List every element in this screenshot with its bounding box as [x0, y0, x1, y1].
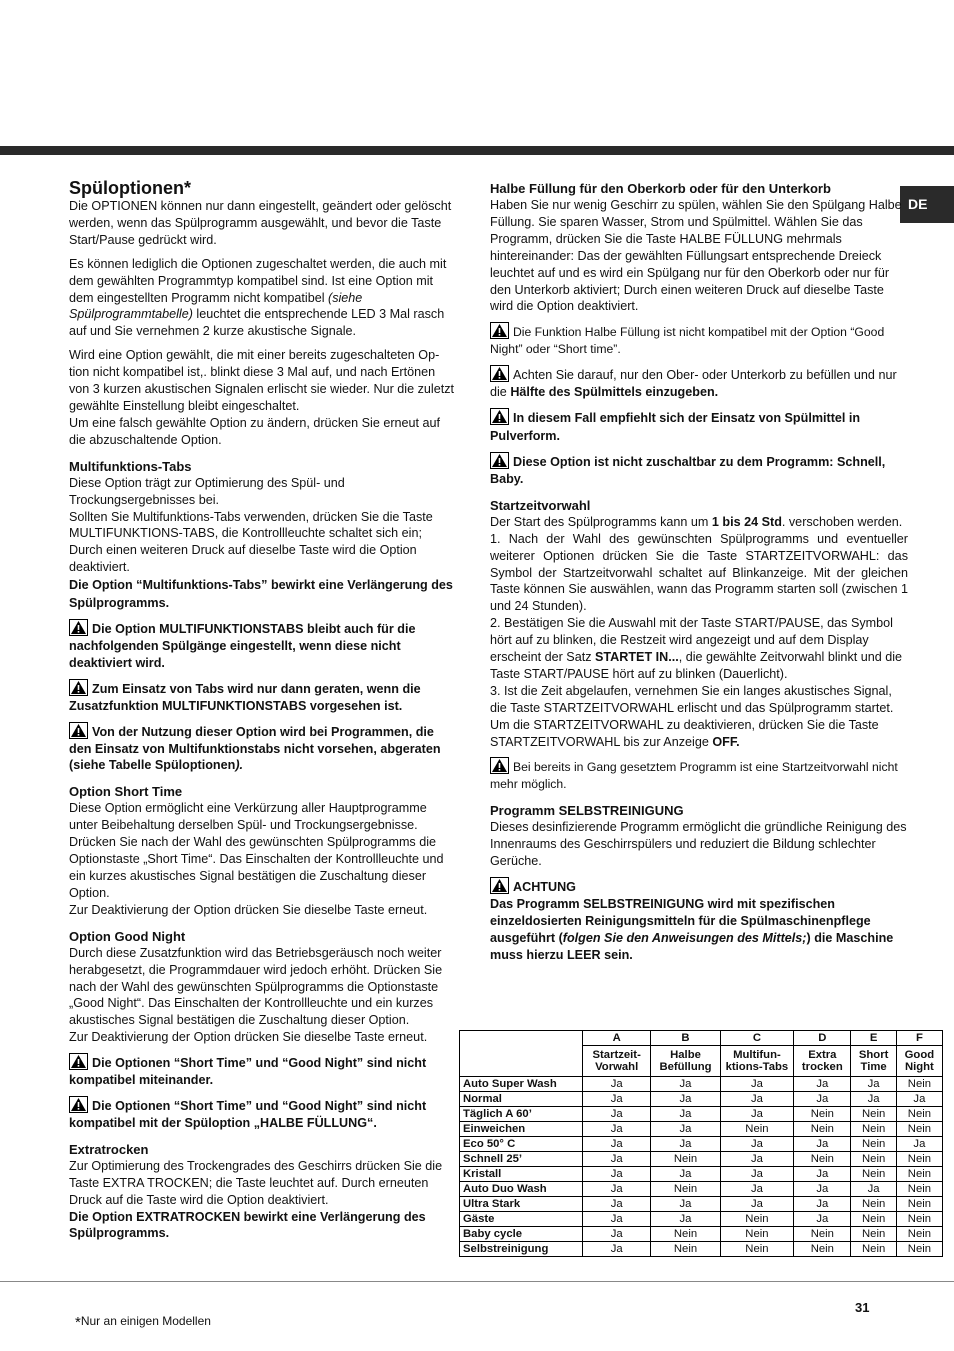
- table-cell: Nein: [896, 1212, 942, 1227]
- table-cell: Ja: [794, 1182, 851, 1197]
- bottom-rule: [0, 1281, 954, 1282]
- table-row: [460, 1152, 943, 1167]
- table-cell: Ja: [583, 1107, 651, 1122]
- table-cell: Nein: [896, 1242, 942, 1257]
- goodnight-heading: Option Good Night: [69, 928, 186, 944]
- delay-p5: Um die STARTZEITVORWAHL zu deaktivieren, drücken Sie die Taste STARTZEITVORWAHL bis zur Anzeige OFF.: [490, 717, 879, 749]
- table-cell: Ja: [851, 1182, 896, 1197]
- table-cell: Nein: [851, 1122, 896, 1137]
- table-cell: Nein: [896, 1167, 942, 1182]
- delay-p4: 3. Ist die Zeit abgelaufen, vernehmen Sie ein langes akustisches Signal, die Taste STARTZEITVORWAHL erlischt und das Spülprogramm startet.: [490, 683, 894, 715]
- shorttime-heading: Option Short Time: [69, 784, 183, 800]
- table-cell: Nein: [851, 1107, 896, 1122]
- program-name: Gäste: [460, 1212, 583, 1227]
- table-cell: Nein: [651, 1242, 720, 1257]
- program-name: Einweichen: [460, 1122, 583, 1137]
- selfclean-bold: Das Programm SELBSTREINIGUNG wird mit spezifischen einzeldosierten Reinigungsmitteln für die Spülmaschinenpflege ausgeführt (folgen Sie den Anweisungen des Mittels;) die Maschine muss hierzu LEER sein.: [490, 896, 894, 962]
- table-row: [460, 1182, 943, 1197]
- table-cell: Nein: [851, 1152, 896, 1167]
- table-cell: Ja: [720, 1152, 794, 1167]
- table-body: [460, 1077, 943, 1257]
- warning-icon: [490, 365, 509, 382]
- table-row: [460, 1107, 943, 1122]
- options-table: [459, 1030, 943, 1257]
- table-cell: Ja: [720, 1167, 794, 1182]
- selfclean-text: Dieses desinfizierende Programm ermöglicht die gründliche Reinigung des Innenraums des Geschirrspülers und reduziert die Bildung schlechter Gerüche.: [490, 820, 907, 869]
- table-cell: Nein: [896, 1227, 942, 1242]
- table-cell: Ja: [794, 1167, 851, 1182]
- program-name: Kristall: [460, 1167, 583, 1182]
- table-cell: Ja: [720, 1092, 794, 1107]
- table-row: [460, 1137, 943, 1152]
- table-cell: Ja: [583, 1137, 651, 1152]
- half-warning-2: Achten Sie darauf, nur den Ober- oder Unterkorb zu befüllen und nur die Hälfte des Spülmittels einzugeben.: [490, 365, 908, 401]
- delay-p2: 1. Nach der Wahl des gewünschten Spülprogramms und eventueller weiterer Optionen drücken Sie die Taste STARTZEITVORWAHL: das Symbol der Startzeitvorwahl schaltet auf Blinkanzeige. Mit der gleichen Taste können Sie auswählen, wann das Programm starten soll (zwischen 1 und 24 Stunden).: [490, 531, 908, 614]
- table-cell: Nein: [851, 1167, 896, 1182]
- col-option: Halbe Befüllung: [651, 1046, 720, 1077]
- table-cell: Nein: [651, 1182, 720, 1197]
- col-option: Short Time: [851, 1046, 896, 1077]
- table-cell: Nein: [896, 1122, 942, 1137]
- table-cell: Nein: [896, 1182, 942, 1197]
- warning-icon: [490, 452, 509, 469]
- table-cell: Nein: [794, 1107, 851, 1122]
- table-row: [460, 1092, 943, 1107]
- col-option: Extra trocken: [794, 1046, 851, 1077]
- table-cell: Ja: [794, 1077, 851, 1092]
- table-row: [460, 1242, 943, 1257]
- intro-p3: Wird eine Option gewählt, die mit einer bereits zugeschalteten Op-tion nicht kompatibel ist,. blinkt diese 3 Mal auf, und nach Ertönen von 3 kurzen akustischen Signalen erlischt sie wieder. Nur die zuletzt gewählte Einstellung bleibt eingeschaltet. Um eine falsch gewählte Option zu ändern, drücken Sie erneut auf die abzuschaltende Option.: [69, 348, 455, 447]
- table-cell: Nein: [720, 1227, 794, 1242]
- table-cell: Ja: [583, 1212, 651, 1227]
- half-text: Haben Sie nur wenig Geschirr zu spülen, wählen Sie den Spülgang Halbe Füllung. Sie sparen Wasser, Strom und Spülmittel. Wählen Sie das Programm, drücken Sie die Taste HALBE FÜLLUNG mehrmals hintereinander: Das der gewählten Füllungsart entsprechende Dreieck leuchtet auf und es wird ein Spülgang nur für den Oberkorb oder nur für den Unterkorb aktiviert; Durch einen weiteren Druck auf dieselbe Taste wird die Option deaktiviert.: [490, 198, 902, 314]
- table-cell: Ja: [720, 1077, 794, 1092]
- table-cell: Nein: [794, 1122, 851, 1137]
- table-row: [460, 1077, 943, 1092]
- table-cell: Ja: [651, 1122, 720, 1137]
- table-cell: Nein: [851, 1227, 896, 1242]
- warning-icon: [69, 619, 88, 636]
- page-number: 31: [855, 1300, 870, 1315]
- goodnight-warning-1: Die Optionen “Short Time” und “Good Night” sind nicht kompatibel miteinander.: [69, 1053, 457, 1089]
- extra-bold: Die Option EXTRATROCKEN bewirkt eine Verlängerung des Spülprogramms.: [69, 1209, 426, 1241]
- table-cell: Ja: [720, 1182, 794, 1197]
- table-cell: Nein: [851, 1242, 896, 1257]
- col-letter: E: [851, 1031, 896, 1046]
- table-cell: Ja: [720, 1197, 794, 1212]
- program-name: Ultra Stark: [460, 1197, 583, 1212]
- table-corner: [460, 1046, 583, 1077]
- program-name: Auto Super Wash: [460, 1077, 583, 1092]
- footnote: *Nur an einigen Modellen: [75, 1314, 211, 1331]
- col-option: Multifun-ktions-Tabs: [720, 1046, 794, 1077]
- language-tab: DE: [900, 186, 954, 223]
- warning-icon: [69, 722, 88, 739]
- warning-icon: [69, 679, 88, 696]
- table-row: [460, 1197, 943, 1212]
- multitabs-warning-2: Zum Einsatz von Tabs wird nur dann geraten, wenn die Zusatzfunktion MULTIFUNKTIONSTABS vorgesehen ist.: [69, 679, 457, 715]
- right-column: [490, 180, 908, 964]
- table-cell: Nein: [720, 1122, 794, 1137]
- warning-icon: [490, 408, 509, 425]
- table-cell: Ja: [583, 1122, 651, 1137]
- table-cell: Nein: [651, 1152, 720, 1167]
- table-cell: Nein: [651, 1227, 720, 1242]
- left-column: [69, 178, 457, 1242]
- intro-p2: Es können lediglich die Optionen zugeschaltet werden, die auch mit dem gewählten Programmtyp kompatibel sind. Ist eine Option mit dem eingestellten Programm nicht kompatibel (siehe Spülprogrammtabelle) leuchtet die entsprechende LED 3 Mal rasch auf und Sie vernehmen 2 kurze akustische Signale.: [69, 256, 447, 339]
- delay-heading: Startzeitvorwahl: [490, 497, 591, 513]
- multitabs-warning-3: Von der Nutzung dieser Option wird bei Programmen, die den Einsatz von Multifunktionstabs nicht vorsehen, abgeraten (siehe Tabelle Spüloptionen).: [69, 722, 457, 775]
- extra-text: Zur Optimierung des Trockengrades des Geschirrs drücken Sie die Taste EXTRA TROCKEN; die Taste leuchtet auf. Durch erneuten Druck auf die Taste wird die Option deaktiviert.: [69, 1158, 443, 1207]
- page-title: Spüloptionen*: [69, 178, 191, 198]
- program-name: Täglich A 60’: [460, 1107, 583, 1122]
- col-letter: C: [720, 1031, 794, 1046]
- table-cell: Ja: [651, 1137, 720, 1152]
- program-name: Schnell 25’: [460, 1152, 583, 1167]
- table-corner: [460, 1031, 583, 1046]
- warning-icon: [69, 1053, 88, 1070]
- table-cell: Ja: [583, 1152, 651, 1167]
- table-cell: Ja: [651, 1212, 720, 1227]
- top-bar: [0, 146, 954, 155]
- table-row: [460, 1227, 943, 1242]
- table-cell: Ja: [651, 1092, 720, 1107]
- table-cell: Nein: [896, 1107, 942, 1122]
- table-row: [460, 1122, 943, 1137]
- table-option-row: [460, 1046, 943, 1077]
- table-cell: Ja: [583, 1197, 651, 1212]
- table-cell: Ja: [794, 1197, 851, 1212]
- table-cell: Nein: [851, 1137, 896, 1152]
- warning-icon: [490, 322, 509, 339]
- program-name: Baby cycle: [460, 1227, 583, 1242]
- table-cell: Ja: [583, 1227, 651, 1242]
- half-heading: Halbe Füllung für den Oberkorb oder für den Unterkorb: [490, 181, 831, 196]
- half-warning-1: Die Funktion Halbe Füllung ist nicht kompatibel mit der Option “Good Night” oder “Short time”.: [490, 322, 908, 358]
- table-cell: Nein: [896, 1152, 942, 1167]
- table-cell: Ja: [720, 1107, 794, 1122]
- half-warning-4: Diese Option ist nicht zuschaltbar zu dem Programm: Schnell, Baby.: [490, 452, 908, 488]
- extra-heading: Extratrocken: [69, 1141, 149, 1157]
- col-letter: D: [794, 1031, 851, 1046]
- intro-p1: Die OPTIONEN können nur dann eingestellt, geändert oder gelöscht werden, wenn das Spülprogramm ausgewählt, und bevor die Taste Start/Pause gedrückt wird.: [69, 199, 452, 247]
- delay-p3: 2. Bestätigen Sie die Auswahl mit der Taste START/PAUSE, das Symbol hört auf zu blinken, die Restzeit wird angezeigt und auf dem Display erscheint der Satz STARTET IN..., die gewählte Zeitvorwahl blinkt und die Taste START/PAUSE hört auf zu blinken (Dauerlicht).: [490, 616, 903, 681]
- table-cell: Nein: [896, 1197, 942, 1212]
- delay-p1: Der Start des Spülprogramms kann um 1 bis 24 Std. verschoben werden.: [490, 514, 903, 529]
- table-cell: Ja: [651, 1167, 720, 1182]
- goodnight-text: Durch diese Zusatzfunktion wird das Betriebsgeräusch noch weiter herabgesetzt, die Programmdauer wird jedoch erhöht. Drücken Sie nach der Wahl des gewünschten Spülprogramms die Optionstaste „Good Night“. Das Einschalten der Kontrollleuchte und ein kurzes akustisches Signal bestätigen die Zuschaltung dieser Option. Zur Deaktivierung der Option drücken Sie dieselbe Taste erneut.: [69, 945, 443, 1045]
- table-cell: Ja: [794, 1092, 851, 1107]
- table-cell: Ja: [851, 1092, 896, 1107]
- col-letter: A: [583, 1031, 651, 1046]
- table-cell: Ja: [720, 1137, 794, 1152]
- table-cell: Ja: [651, 1197, 720, 1212]
- col-letter: F: [896, 1031, 942, 1046]
- table-cell: Nein: [720, 1212, 794, 1227]
- table-cell: Ja: [583, 1182, 651, 1197]
- table-cell: Ja: [583, 1242, 651, 1257]
- selfclean-achtung: ACHTUNG: [490, 877, 908, 896]
- col-letter: B: [651, 1031, 720, 1046]
- program-name: Eco 50° C: [460, 1137, 583, 1152]
- table-cell: Ja: [794, 1137, 851, 1152]
- table-cell: Ja: [583, 1167, 651, 1182]
- warning-icon: [69, 1096, 88, 1113]
- col-option: Good Night: [896, 1046, 942, 1077]
- shorttime-text: Diese Option ermöglicht eine Verkürzung aller Hauptprogramme unter Beibehaltung derselben Spül- und Trockungsergebnisse. Drücken Sie nach der Wahl des gewünschten Spülprogramms die Optionstaste „Short Time“. Das Einschalten der Kontrollleuchte und ein kurzes akustisches Signal bestätigen die Zuschaltung dieser Option. Zur Deaktivierung der Option drücken Sie dieselbe Taste erneut.: [69, 801, 444, 917]
- table-letter-row: [460, 1031, 943, 1046]
- table-cell: Nein: [851, 1212, 896, 1227]
- multitabs-bold: Die Option “Multifunktions-Tabs” bewirkt eine Verlängerung des Spülprogramms.: [69, 578, 453, 611]
- table-cell: Nein: [896, 1077, 942, 1092]
- program-name: Normal: [460, 1092, 583, 1107]
- table-cell: Nein: [720, 1242, 794, 1257]
- table-cell: Ja: [651, 1077, 720, 1092]
- program-name: Auto Duo Wash: [460, 1182, 583, 1197]
- table-row: [460, 1212, 943, 1227]
- table-cell: Ja: [896, 1137, 942, 1152]
- table-cell: Ja: [896, 1092, 942, 1107]
- delay-warning: Bei bereits in Gang gesetztem Programm ist eine Startzeitvorwahl nicht mehr möglich.: [490, 757, 908, 793]
- selfclean-heading: Programm SELBSTREINIGUNG: [490, 803, 684, 819]
- warning-icon: [490, 757, 509, 774]
- multitabs-text: Diese Option trägt zur Optimierung des Spül- und Trockungsergebnisses bei. Sollten Sie Multifunktions-Tabs verwenden, drücken Sie die Taste MULTIFUNKTIONS-TABS, die Kontrollleuchte schaltet sich ein; Durch einen weiteren Druck auf dieselbe Taste wird die Option deaktiviert.: [69, 475, 433, 575]
- table-cell: Nein: [794, 1227, 851, 1242]
- table-cell: Nein: [794, 1152, 851, 1167]
- table-cell: Ja: [583, 1092, 651, 1107]
- col-option: Startzeit-Vorwahl: [583, 1046, 651, 1077]
- half-warning-3: In diesem Fall empfiehlt sich der Einsatz von Spülmittel in Pulverform.: [490, 408, 908, 445]
- table-cell: Nein: [851, 1197, 896, 1212]
- program-name: Selbstreinigung: [460, 1242, 583, 1257]
- table-cell: Ja: [851, 1077, 896, 1092]
- table-cell: Nein: [794, 1242, 851, 1257]
- table-cell: Ja: [583, 1077, 651, 1092]
- warning-icon: [490, 877, 509, 894]
- table-cell: Ja: [794, 1212, 851, 1227]
- table-row: [460, 1167, 943, 1182]
- multitabs-warning-1: Die Option MULTIFUNKTIONSTABS bleibt auch für die nachfolgenden Spülgänge eingestellt, wenn diese nicht deaktiviert wird.: [69, 619, 457, 672]
- multitabs-heading: Multifunktions-Tabs: [69, 458, 192, 474]
- table-cell: Ja: [651, 1107, 720, 1122]
- goodnight-warning-2: Die Optionen “Short Time” und “Good Night” sind nicht kompatibel mit der Spüloption „HALBE FÜLLUNG“.: [69, 1096, 457, 1132]
